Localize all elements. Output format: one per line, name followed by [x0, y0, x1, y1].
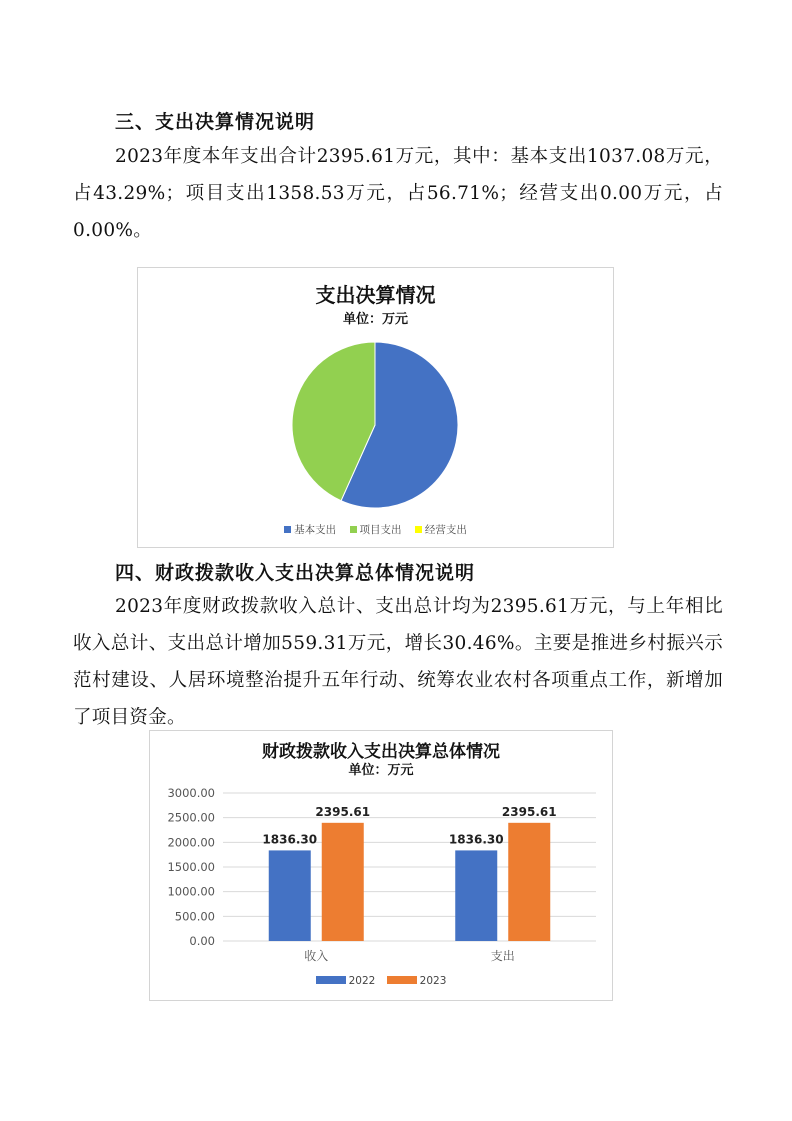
legend-label: 基本支出: [294, 524, 337, 536]
legend-swatch: [350, 526, 357, 533]
pie-legend-item: [284, 522, 336, 537]
data-label: 1836.30: [262, 832, 318, 847]
bar: [322, 823, 364, 941]
legend-label: 项目支出: [359, 524, 402, 536]
bar: [508, 823, 550, 941]
bar-chart-title: 财政拨款收入支出决算总体情况: [262, 742, 500, 762]
bar: [455, 850, 497, 941]
bar-chart: [149, 730, 613, 1001]
legend-label: 2023: [419, 975, 447, 987]
y-tick-label: 0.00: [189, 934, 215, 948]
bar: [269, 850, 311, 941]
data-label: 1836.30: [448, 832, 504, 847]
y-tick-label: 1000.00: [167, 884, 215, 899]
legend-swatch: [284, 526, 291, 533]
section-4-paragraph: 2023年度财政拨款收入总计、支出总计均为2395.61万元，与上年相比收入总计、支出总计增加559.31万元，增长30.46%。主要是推进乡村振兴示范村建设、人居环境整治提升五年行动、统筹农业农村各项重点工作，新增加了项目资金。: [73, 596, 723, 728]
pie-plot: [138, 268, 613, 547]
legend-swatch: [316, 976, 346, 984]
legend-swatch: [415, 526, 422, 533]
legend-label: 2022: [348, 975, 376, 987]
data-label: 2395.61: [315, 804, 371, 819]
pie-chart-subtitle: 单位：万元: [342, 312, 408, 327]
pie-legend-item: [350, 522, 402, 537]
pie-chart-title: 支出决算情况: [315, 283, 436, 307]
bar-legend-item: [387, 975, 447, 987]
section-4-heading: 四、财政拨款收入支出决算总体情况说明: [115, 562, 476, 584]
bar-plot: [150, 731, 612, 1000]
y-tick-label: 2000.00: [167, 835, 215, 850]
pie-chart: [137, 267, 614, 548]
pie-legend: [138, 522, 613, 537]
x-tick-label: 收入: [304, 949, 329, 963]
y-tick-label: 2500.00: [167, 810, 215, 825]
bar-chart-subtitle: 单位：万元: [348, 763, 414, 778]
pie-legend-item: [415, 522, 467, 537]
section-3-paragraph: 2023年度本年支出合计2395.61万元，其中：基本支出1037.08万元，占43.29%；项目支出1358.53万元，占56.71%；经营支出0.00万元，占0.00%。: [73, 146, 723, 241]
legend-label: 经营支出: [424, 524, 467, 536]
section-3-heading: 三、支出决算情况说明: [115, 111, 316, 133]
bar-legend: [150, 975, 612, 987]
data-label: 2395.61: [501, 804, 557, 819]
bar-legend-item: [316, 975, 376, 987]
y-tick-label: 500.00: [174, 909, 215, 924]
x-tick-label: 支出: [490, 949, 515, 963]
y-tick-label: 3000.00: [167, 786, 215, 800]
legend-swatch: [387, 976, 417, 984]
y-tick-label: 1500.00: [167, 860, 215, 874]
